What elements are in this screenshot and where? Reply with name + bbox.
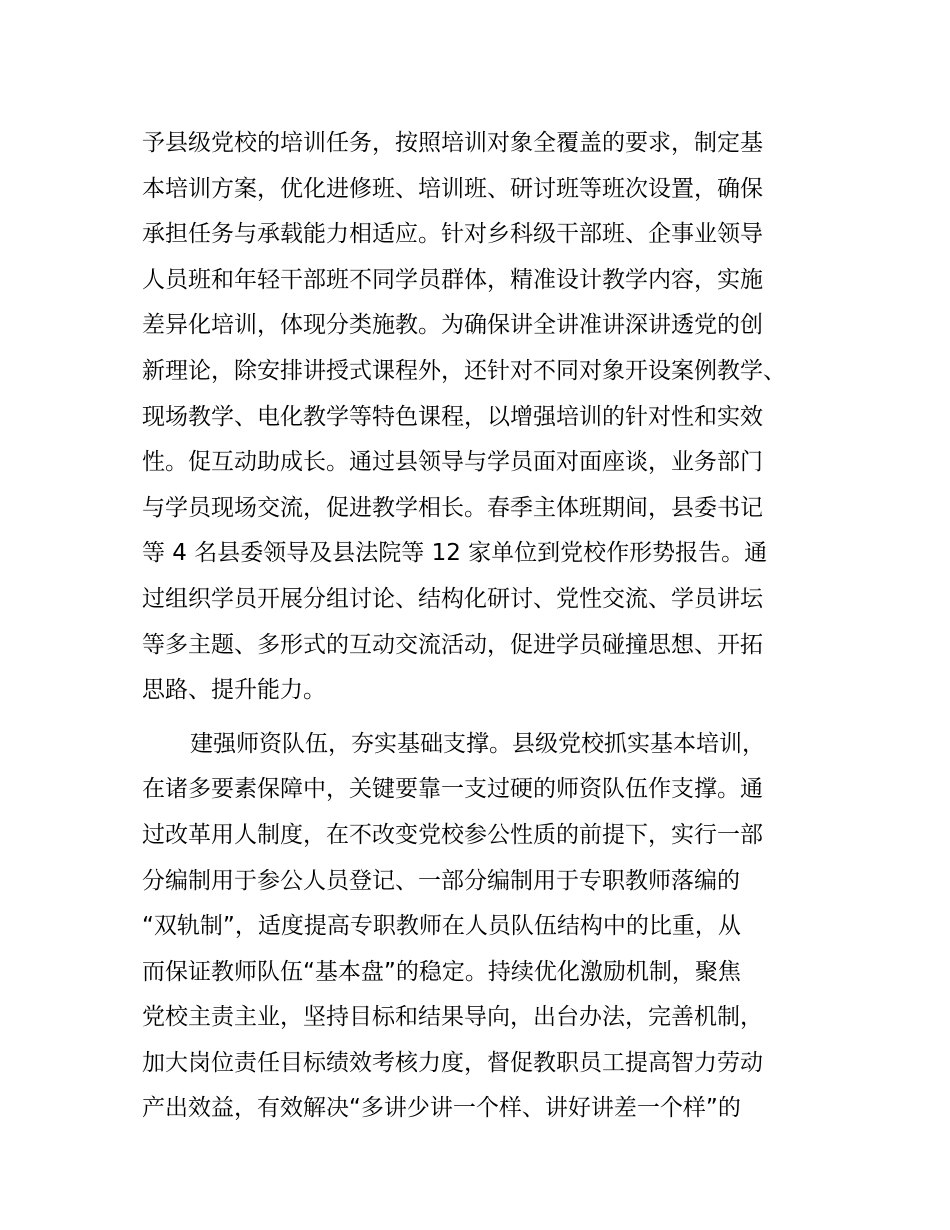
text-line: 性。促互动助成长。通过县领导与学员面对面座谈，业务部门 (142, 449, 763, 476)
text-line: 过组织学员开展分组讨论、结构化研讨、党性交流、学员讲坛 (142, 585, 763, 612)
text-line: 在诸多要素保障中，关键要靠一支过硬的师资队伍作支撑。通 (142, 776, 763, 803)
text-line: “双轨制”，适度提高专职教师在人员队伍结构中的比重，从 (142, 913, 741, 940)
paragraph-1 (142, 121, 832, 714)
paragraph-2 (142, 722, 832, 1132)
paragraph-spacer (142, 714, 832, 722)
text-line-first-indented: 建强师资队伍，夯实基础支撑。县级党校抓实基本培训， (190, 730, 765, 757)
text-line: 过改革用人制度，在不改变党校参公性质的前提下，实行一部 (142, 821, 763, 848)
text-line: 新理论，除安排讲授式课程外，还针对不同对象开设案例教学、 (142, 357, 786, 384)
text-line: 加大岗位责任目标绩效考核力度，督促教职员工提高智力劳动 (142, 1049, 763, 1076)
text-line: 产出效益，有效解决“多讲少讲一个样、讲好讲差一个样”的 (142, 1095, 741, 1122)
text-line: 分编制用于参公人员登记、一部分编制用于专职教师落编的 (142, 867, 740, 894)
text-line: 思路、提升能力。 (142, 677, 326, 704)
text-line: 与学员现场交流，促进教学相长。春季主体班期间，县委书记 (142, 494, 763, 521)
text-line: 党校主责主业，坚持目标和结果导向，出台办法，完善机制， (142, 1004, 763, 1031)
text-line: 人员班和年轻干部班不同学员群体，精准设计教学内容，实施 (142, 266, 763, 293)
text-line: 而保证教师队伍“基本盘”的稳定。持续优化激励机制，聚焦 (142, 958, 741, 985)
text-line: 承担任务与承载能力相适应。针对乡科级干部班、企事业领导 (142, 221, 763, 248)
text-line: 等多主题、多形式的互动交流活动，促进学员碰撞思想、开拓 (142, 631, 763, 658)
document-body (142, 121, 832, 1132)
text-line: 予县级党校的培训任务，按照培训对象全覆盖的要求，制定基 (142, 130, 763, 156)
text-line: 现场教学、电化教学等特色课程，以增强培训的针对性和实效 (142, 403, 763, 430)
text-line: 等 4 名县委领导及县法院等 12 家单位到党校作形势报告。通 (142, 540, 768, 567)
text-line: 本培训方案，优化进修班、培训班、研讨班等班次设置，确保 (142, 175, 763, 202)
text-line: 差异化培训，体现分类施教。为确保讲全讲准讲深讲透党的创 (142, 312, 763, 339)
